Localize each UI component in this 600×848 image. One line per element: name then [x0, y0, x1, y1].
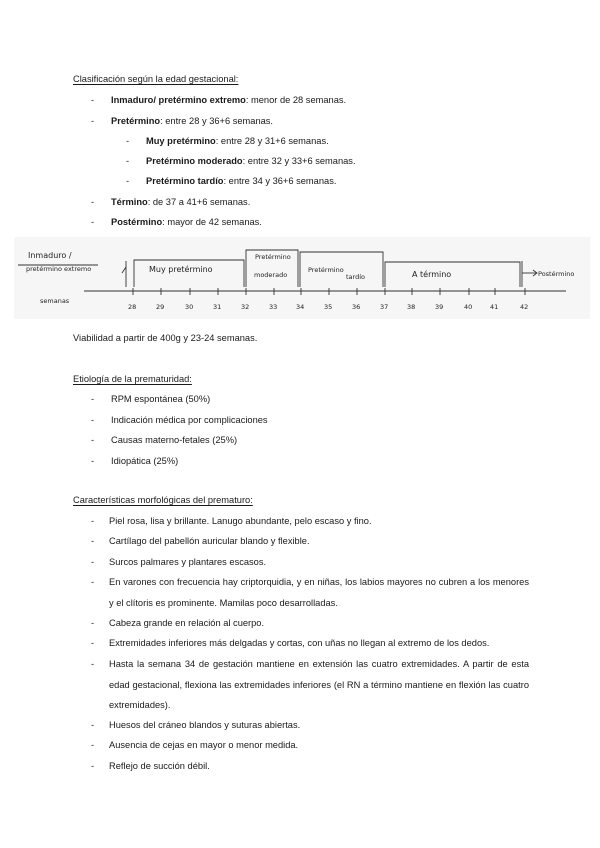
definition: : entre 28 y 31+6 semanas.: [215, 136, 329, 146]
term: Postérmino: [111, 217, 163, 227]
timeline-label-postermino: Postérmino: [538, 270, 575, 278]
week-tick-label: 36: [352, 303, 361, 311]
term: Pretérmino: [111, 116, 161, 126]
week-tick-label: 31: [213, 303, 222, 311]
week-tick-label: 39: [435, 303, 444, 311]
week-tick-label: 28: [128, 303, 137, 311]
term: Término: [111, 197, 148, 207]
week-tick-label: 32: [241, 303, 250, 311]
classification-heading: Clasificación según la edad gestacional:: [73, 74, 239, 84]
timeline-segment-tardio-1: Pretérmino: [308, 266, 344, 274]
term: Inmaduro/ pretérmino extremo: [111, 95, 246, 105]
definition: : entre 32 y 33+6 semanas.: [242, 156, 356, 166]
week-tick-label: 35: [324, 303, 333, 311]
timeline-label-extremo: pretérmino extremo: [26, 265, 92, 273]
week-tick-label: 42: [520, 303, 529, 311]
definition: : entre 34 y 36+6 semanas.: [223, 176, 337, 186]
week-tick-label: 41: [490, 303, 499, 311]
definition: : mayor de 42 semanas.: [162, 217, 262, 227]
term: Pretérmino moderado: [146, 156, 243, 166]
timeline-segment-moderado-1: Pretérmino: [255, 253, 291, 261]
timeline-drawing: [14, 237, 590, 319]
definition: : entre 28 y 36+6 semanas.: [160, 116, 274, 126]
week-tick-label: 40: [464, 303, 473, 311]
timeline-segment-moderado-2: moderado: [254, 271, 288, 279]
definition: : de 37 a 41+6 semanas.: [147, 197, 251, 207]
timeline-segment-tardio-2: tardío: [346, 273, 365, 281]
morphology-heading: Características morfológicas del prematuro:: [73, 495, 253, 505]
week-tick-label: 33: [269, 303, 278, 311]
week-tick-label: 30: [185, 303, 194, 311]
term: Muy pretérmino: [146, 136, 216, 146]
week-tick-label: 34: [296, 303, 305, 311]
viability-note: Viabilidad a partir de 400g y 23-24 semanas.: [73, 333, 258, 343]
term: Pretérmino tardío: [146, 176, 224, 186]
week-tick-label: 29: [156, 303, 165, 311]
timeline-axis-label: semanas: [40, 297, 70, 305]
timeline-label-inmaduro: Inmaduro /: [28, 251, 72, 260]
definition: : menor de 28 semanas.: [245, 95, 347, 105]
etiology-heading: Etiología de la prematuridad:: [73, 374, 192, 384]
timeline-segment-muy: Muy pretérmino: [149, 265, 213, 274]
timeline-segment-termino: A término: [412, 270, 452, 279]
gestational-timeline: [14, 237, 590, 319]
week-tick-label: 37: [380, 303, 389, 311]
week-tick-label: 38: [407, 303, 416, 311]
